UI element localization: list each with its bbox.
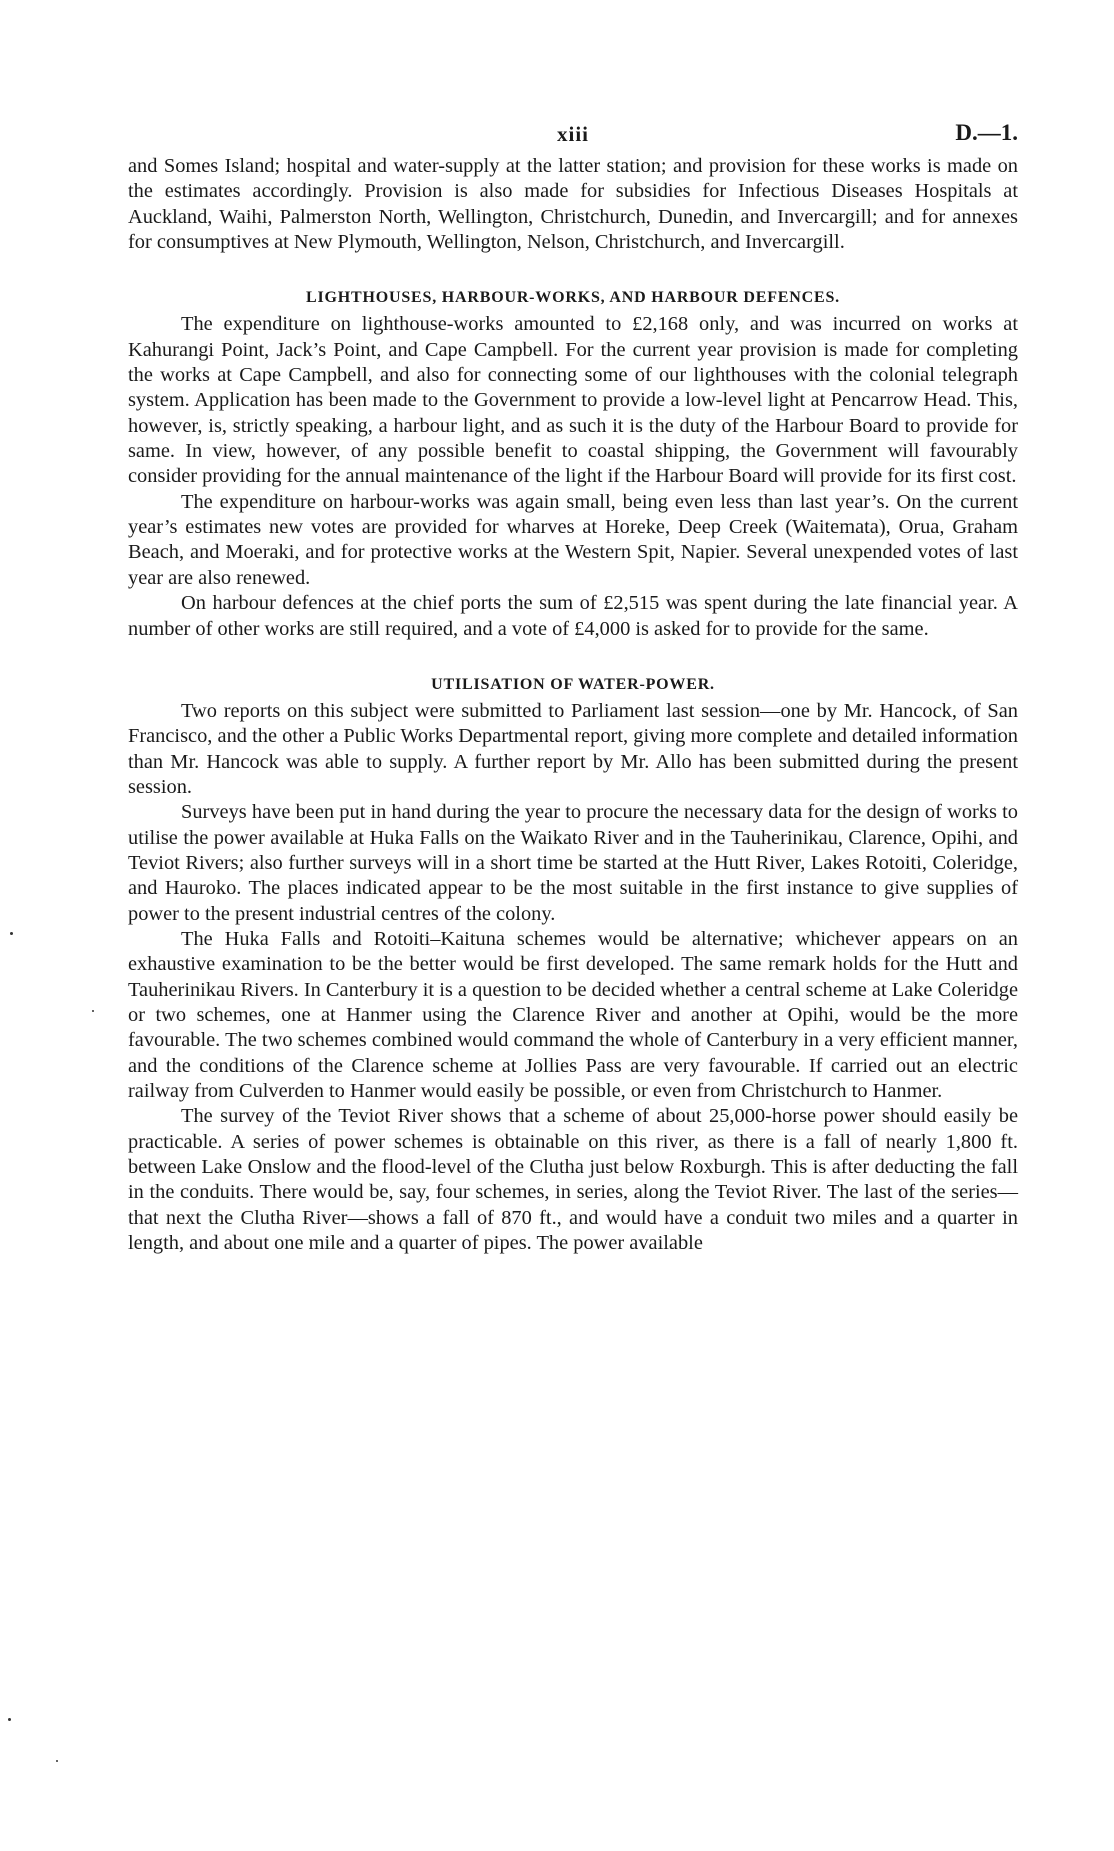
scan-speck <box>92 1010 94 1012</box>
section-heading: UTILISATION OF WATER-POWER. <box>431 675 715 693</box>
document-reference: D.—1. <box>955 120 1018 145</box>
paragraph: The Huka Falls and Rotoiti–Kaituna schemes would be alternative; whichever appears on an exhaustive examination to be the better would be first developed. The same remark holds for the Hutt and Tauherinikau Rivers. In Canterbury it is a question to be decided whether a central scheme at Lake Coleridge or two schemes, one at Hanmer using the Clarence River and another at Opihi, would be the more favourable. The two schemes combined would command the whole of Canterbury in a very efficient manner, and the conditions of the Clarence scheme at Jollies Pass are very favourable. If carried out an electric railway from Culverden to Hanmer would easily be possible, or even from Christchurch to Hanmer. <box>128 927 1018 1102</box>
paragraph: and Somes Island; hospital and water-supply at the latter station; and provision for these works is made on the estimates accordingly. Provision is also made for subsidies for Infectious Diseases Hospitals at Auckland, Waihi, Palmerston North, Wellington, Christchurch, Dunedin, and Invercargill; and for annexes for consumptives at New Plymouth, Wellington, Nelson, Christchurch, and Invercargill. <box>128 155 1018 254</box>
section-lighthouses <box>128 285 1018 641</box>
paragraph: Surveys have been put in hand during the year to procure the necessary data for the design of works to utilise the power available at Huka Falls on the Waikato River and in the Tauherinikau, Clarence, Opihi, and Teviot Rivers; also further surveys will in a short time be started at the Hutt River, Lakes Rotoiti, Coleridge, and Hauroko. The places indicated appear to be the most suitable in the first instance to give supplies of power to the present industrial centres of the colony. <box>128 801 1018 925</box>
section-water-power <box>128 672 1018 1257</box>
paragraph: The expenditure on lighthouse-works amounted to £2,168 only, and was incurred on works at Kahurangi Point, Jack’s Point, and Cape Campbell. For the current year provision is made for completing the works at Cape Campbell, and also for connecting some of our lighthouses with the colonial telegraph system. Application has been made to the Government to provide a low-level light at Pencarrow Head. This, however, is, strictly speaking, a harbour light, and as such it is the duty of the Harbour Board to provide for same. In view, however, of any possible benefit to coastal shipping, the Government will favourably consider providing for the annual maintenance of the light if the Harbour Board will provide for its first cost. <box>128 313 1018 488</box>
page-header <box>128 118 1018 154</box>
paragraph: The survey of the Teviot River shows that a scheme of about 25,000-horse power should easily be practicable. A series of power schemes is obtainable on this river, as there is a fall of nearly 1,800 ft. between Lake Onslow and the flood-level of the Clutha just below Roxburgh. This is after deducting the fall in the conduits. There would be, say, four schemes, in series, along the Teviot River. The last of the series—that next the Clutha River—shows a fall of 870 ft., and would have a conduit two miles and a quarter in length, and about one mile and a quarter of pipes. The power available <box>128 1105 1018 1255</box>
scan-speck <box>56 1760 58 1762</box>
section-continuation <box>128 154 1018 255</box>
paragraph: Two reports on this subject were submitted to Parliament last session—one by Mr. Hancock, of San Francisco, and the other a Public Works Departmental report, giving more complete and detailed information than Mr. Hancock was able to supply. A further report by Mr. Allo has been submitted during the present session. <box>128 699 1018 798</box>
page-number: xiii <box>556 122 589 146</box>
scan-speck <box>10 932 13 935</box>
paragraph: The expenditure on harbour-works was again small, being even less than last year’s. On the current year’s estimates new votes are provided for wharves at Horeke, Deep Creek (Waitemata), Orua, Graham Beach, and Moeraki, and for protective works at the Western Spit, Napier. Several unexpended votes of last year are also renewed. <box>128 490 1018 589</box>
paragraph: On harbour defences at the chief ports the sum of £2,515 was spent during the late financial year. A number of other works are still required, and a vote of £4,000 is asked for to provide for the same. <box>128 592 1018 640</box>
scan-speck <box>8 1718 11 1721</box>
section-heading: LIGHTHOUSES, HARBOUR-WORKS, AND HARBOUR DEFENCES. <box>306 289 840 307</box>
document-page <box>128 118 1018 1256</box>
